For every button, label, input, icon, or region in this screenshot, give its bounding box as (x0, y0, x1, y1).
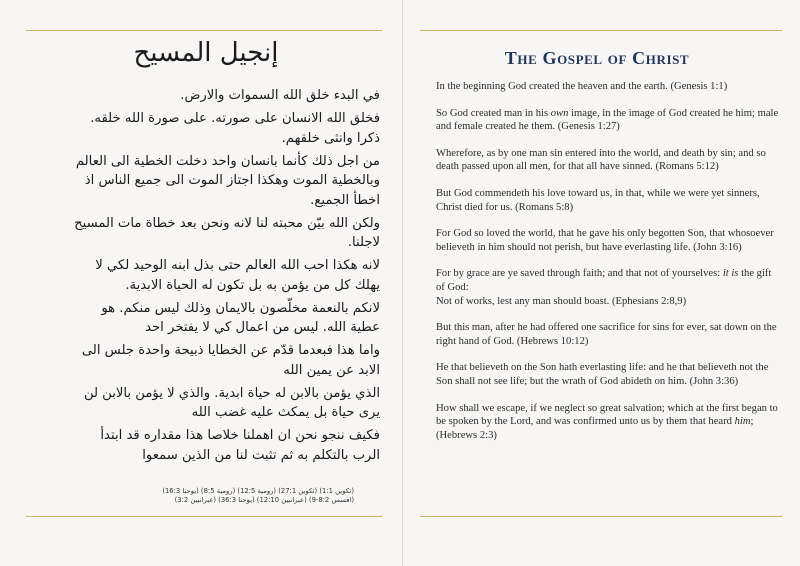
arabic-verse-line: في البدء خلق الله السموات والارض. (180, 88, 380, 103)
arabic-verse-line: لانه هكذا احب الله العالم حتى بذل ابنه الوحيد لكي لا (95, 258, 380, 273)
arabic-verse-line: فكيف ننجو نحن ان اهملنا خلاصا هذا مقداره قد ابتدأ (100, 428, 380, 443)
arabic-verse-line: الذي يؤمن بالابن له حياة ابدية. والذي لا يؤمن بالابن لن (83, 385, 380, 401)
arabic-verse (32, 341, 380, 380)
english-verse (436, 321, 781, 348)
arabic-verse-line: الابد عن يمين الله (283, 362, 380, 378)
arabic-reference-line: (تكوين 1:1) (تكوين 27:1) (رومية 12:5) (رومية 8:5) (يوحنا 16:3) (162, 487, 354, 495)
english-verse (436, 402, 781, 443)
english-verse-text: Wherefore, as by one man sin entered into the world, and death by sin; and so death passed upon all men, for that all have sinned. (Romans 5:12) (436, 147, 766, 173)
english-verse (436, 361, 781, 388)
english-verse-text: him (734, 416, 751, 428)
arabic-reference-line: (افسس 8:2-9) (عبرانيين 12:10) (يوحنا 36:3) (عبرانيين 3:2) (174, 496, 354, 504)
right-top-rule (420, 30, 782, 31)
arabic-panel (26, 34, 386, 514)
arabic-verse-line: عطية الله. ليس من اعمال كي لا يفتخر احد (145, 320, 380, 335)
arabic-verse-line: لانكم بالنعمة مخلّصون بالايمان وذلك ليس منكم. هو (101, 300, 380, 316)
arabic-verse-line: الرب بالتكلم به ثم تثبت لنا من الذين سمعوا (142, 447, 380, 463)
english-verse (436, 267, 781, 308)
arabic-verse (32, 299, 380, 338)
english-verse-text: the gift of God: (436, 268, 772, 293)
english-verse (436, 147, 781, 174)
arabic-verse (32, 86, 380, 106)
arabic-verse-line: يرى حياة بل يمكث عليه غضب الله (191, 405, 380, 420)
english-verse-text: But this man, after he had offered one sacrifice for sins for ever, sat down on the right hand of God. (Hebrews 10:12) (436, 322, 777, 347)
english-verse-text: But God commendeth his love toward us, in that, while we were yet sinners, Christ died for us. (Romans 5:8) (436, 187, 760, 213)
english-verse (436, 107, 781, 134)
left-top-rule (26, 30, 382, 31)
arabic-verse-line: اخطأ الجميع. (310, 192, 380, 208)
english-verses (436, 80, 781, 455)
english-verse-text: For God so loved the world, that he gave his only begotten Son, that whosoever believeth in him should not perish, but have everlasting life. (John 3:16) (436, 228, 774, 253)
arabic-verse-line: لاجلنا. (347, 235, 380, 250)
arabic-verse (32, 256, 380, 295)
arabic-verse (32, 384, 380, 423)
arabic-verse-line: واما هذا فبعدما قدّم عن الخطايا ذبيحة واحدة جلس الى (81, 343, 380, 358)
english-verse-text: it is (722, 268, 739, 280)
arabic-verse-line: من اجل ذلك كأنما بانسان واحد دخلت الخطية الى العالم (75, 153, 380, 169)
arabic-verse (32, 214, 380, 253)
arabic-verse (32, 426, 380, 465)
english-verse-text: Not of works, lest any man should boast. (Ephesians 2:8,9) (436, 295, 687, 307)
english-verse-text: image, in the image of God created he him; male and female created he them. (Genesis 1:27) (436, 107, 779, 133)
right-bottom-rule (420, 516, 782, 517)
english-verse-text: He that believeth on the Son hath everlasting life: and he that believeth not the Son shall not see life; but the wrath of God abideth on him. (John 3:36) (436, 362, 769, 387)
english-verse (436, 227, 781, 254)
arabic-verse (32, 152, 380, 211)
arabic-verse (32, 109, 380, 148)
arabic-verse-line: وبالخطية الموت وهكذا اجتاز الموت الى جميع الناس اذ (84, 173, 380, 188)
arabic-references (6, 487, 354, 505)
arabic-verse-line: يهلك كل من يؤمن به بل تكون له الحياة الابدية. (125, 277, 380, 293)
center-fold (402, 0, 403, 566)
left-bottom-rule (26, 516, 382, 517)
english-title: The Gospel of Christ (504, 48, 690, 68)
english-verse-text: How shall we escape, if we neglect so great salvation; which at the first began to be spoken by the Lord, and was confirmed unto us by them that heard (436, 402, 778, 428)
arabic-verse-line: ولكن الله بيّن محبته لنا لانه ونحن بعد خطاة مات المسيح (74, 215, 380, 231)
english-verse-text: own (550, 107, 569, 119)
english-verse (436, 187, 781, 214)
english-verse-text: So God created man in his (436, 107, 551, 119)
arabic-verse-line: فخلق الله الانسان على صورته. على صورة الله خلقه. (90, 111, 380, 126)
arabic-verses (32, 86, 380, 469)
arabic-title: إنجيل المسيح (133, 38, 279, 68)
arabic-verse-line: ذكرا وانثى خلقهم. (281, 130, 380, 146)
english-verse-text: In the beginning God created the heaven and the earth. (Genesis 1:1) (436, 81, 728, 92)
english-verse-text: ; (Hebrews 2:3) (436, 416, 754, 441)
english-verse-text: For by grace are ye saved through faith; and that not of yourselves: (436, 268, 723, 280)
english-verse (436, 80, 781, 94)
